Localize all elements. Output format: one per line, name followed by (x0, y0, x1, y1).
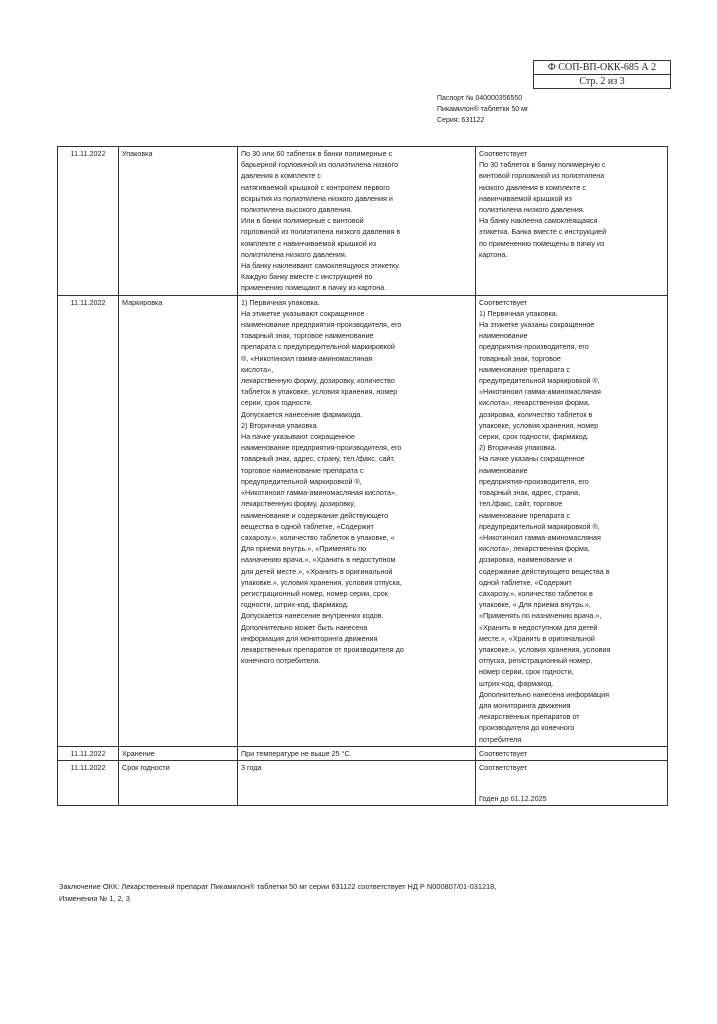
requirement-line: наименование предприятия-производителя, его (241, 443, 402, 453)
result-line: полиэтилена низкого давления. (479, 205, 585, 215)
requirement-line: По 30 или 60 таблеток в банки полимерные с (241, 149, 393, 158)
table-row (58, 746, 668, 760)
result-line: номер серии, срок годности, (479, 667, 574, 677)
result-line: предприятия-производителя, его (479, 476, 589, 486)
page-number: Стр. 2 из 3 (534, 74, 670, 88)
requirement-line: лекарственных препаратов от производителя до (241, 644, 404, 654)
result-line: дозировка, количество таблеток в (479, 409, 593, 419)
test-name: Упаковка (119, 147, 238, 296)
result-line: предприятия-производителя, его (479, 342, 589, 352)
result-line: одной таблетке, «Содержит (479, 577, 572, 587)
requirement-line: наименование предприятия-производителя, его (241, 320, 402, 330)
test-date: 11.11.2022 (58, 295, 119, 746)
test-date: 11.11.2022 (58, 760, 119, 805)
product-name: Пикамилон® таблетки 50 мг (437, 106, 529, 113)
result-line: товарный знак, адрес, страна, (479, 488, 581, 498)
test-name: Хранение (119, 746, 238, 760)
requirement-line: серии, срок годности. (241, 398, 313, 408)
requirement-line: вещества в одной таблетке, «Содержит (241, 521, 374, 531)
result-line: наименование (479, 331, 528, 341)
result-line: Соответствует (479, 748, 528, 758)
test-name: Маркировка (119, 295, 238, 746)
requirement-line: назначению врача.», «Хранить в недоступном (241, 555, 396, 565)
result-line: отпуска, регистрационный номер, (479, 656, 593, 666)
result-cell (476, 295, 668, 746)
requirement-line: натягиваемой крышкой с контролем первого (241, 182, 390, 192)
amendments: Изменения № 1, 2, 3 (59, 894, 130, 903)
result-line: предупредительной маркировкой ®, (479, 376, 600, 386)
requirement-line: Или в банки полимерные с винтовой (241, 216, 364, 226)
requirement-line: наименование и содержание действующего (241, 510, 389, 520)
quality-control-table (57, 146, 668, 806)
requirement-line: На этикетке указывают сокращенное (241, 308, 365, 318)
requirement-line: Допускается нанесение внутренних кодов. (241, 611, 384, 621)
result-line: потребителя. (479, 734, 524, 744)
result-line: На этикетке указаны сокращенное (479, 320, 595, 330)
result-line: серии, срок годности, фармакод. (479, 432, 589, 442)
result-line: производителя до конечного (479, 723, 575, 733)
result-line: штрих-код, фармакод. (479, 678, 554, 688)
result-line (479, 783, 664, 793)
result-line: «Никотиноил гамма-аминомасляная (479, 532, 601, 542)
requirement-line: 1) Первичная упаковка. (241, 297, 320, 307)
result-line: сахарозу.», количество таблеток в (479, 588, 593, 598)
result-line: упаковке.», условия хранения, условия (479, 644, 611, 654)
requirement-line: таблеток в упаковке, условия хранения, номер (241, 387, 398, 397)
requirement-cell (238, 760, 476, 805)
result-line: этикетка. Банка вместе с инструкцией (479, 227, 607, 237)
requirement-line: упаковке.», условия хранения, условия отпуска, (241, 577, 402, 587)
form-code-box (533, 60, 671, 89)
requirement-line: Для приема внутрь.», «Применять по (241, 544, 367, 554)
requirement-line: 3 года (241, 762, 262, 772)
requirement-line: для детей месте.», «Хранить в оригинальной (241, 566, 393, 576)
requirement-line: Допускается нанесение фармакода. (241, 409, 363, 419)
requirement-line: 2) Вторичная упаковка. (241, 420, 319, 430)
requirement-line: комплекте с навинчиваемой крышкой из (241, 238, 377, 248)
result-line: «Никотиноил гамма-аминомасляная (479, 387, 601, 397)
result-line: Соответствует (479, 149, 528, 158)
requirement-line: ®, «Никотиноил гамма-аминомасляная (241, 353, 373, 363)
result-line: картона. (479, 249, 508, 259)
result-line: товарный знак, торговое (479, 353, 561, 363)
result-cell (476, 760, 668, 805)
test-name: Срок годности (119, 760, 238, 805)
requirement-line: горловиной из полиэтилена низкого давления в (241, 227, 401, 237)
requirement-line: вскрытия из полиэтилена низкого давления и (241, 193, 393, 203)
requirement-line: лекарственную форму, дозировку, количество (241, 376, 395, 386)
result-line: «Хранить в недоступном для детей (479, 622, 598, 632)
requirement-line: торговое наименование препарата с (241, 465, 364, 475)
result-line: тел./факс, сайт, торговое (479, 499, 563, 509)
requirement-line: лекарственную форму, дозировку, (241, 499, 356, 509)
result-cell (476, 746, 668, 760)
result-line: По 30 таблеток в банку полимерную с (479, 160, 606, 170)
result-line: кислота», лекарственная форма, (479, 398, 590, 408)
result-line: наименование препарата с (479, 510, 571, 520)
result-line: 1) Первичная упаковка. (479, 308, 558, 318)
result-line: кислота», лекарственная форма, (479, 544, 590, 554)
requirement-cell (238, 746, 476, 760)
requirement-line: кислота», (241, 364, 274, 374)
result-line: наименование (479, 465, 528, 475)
result-line: по применению помещены в пачку из (479, 238, 605, 248)
result-line: «Применять по назначению врача.», (479, 611, 602, 621)
table-row (58, 760, 668, 805)
passport-block (437, 93, 528, 126)
requirement-line: годности, штрих-код, фармакод. (241, 600, 349, 610)
requirement-line: полиэтилена низкого давления. (241, 249, 347, 259)
result-line: Годен до 01.12.2025 (479, 794, 547, 804)
result-line: На пачке указаны сокращенное (479, 454, 585, 464)
conclusion (59, 881, 496, 905)
result-line: для мониторинга движения (479, 700, 571, 710)
result-cell (476, 147, 668, 296)
requirement-line: информация для мониторинга движения (241, 633, 378, 643)
result-line: Дополнительно нанесена информация (479, 689, 610, 699)
result-line: лекарственных препаратов от (479, 712, 580, 722)
result-line: месте.», «Хранить в оригинальной (479, 633, 595, 643)
requirement-line: «Никотиноил гамма-аминомасляная кислота», (241, 488, 397, 498)
requirement-line: товарный знак, торговое наименование (241, 331, 374, 341)
result-line: низкого давления в комплекте с (479, 182, 586, 192)
requirement-cell (238, 147, 476, 296)
requirement-line: На пачке указывают сокращенное (241, 432, 355, 442)
test-date: 11.11.2022 (58, 746, 119, 760)
requirement-line: давления в комплекте с (241, 171, 321, 181)
result-line (479, 773, 664, 783)
requirement-line: конечного потребителя. (241, 656, 321, 666)
result-line: упаковке, « Для приема внутрь.», (479, 600, 591, 610)
result-line: предупредительной маркировкой ®, (479, 521, 600, 531)
requirement-line: Каждую банку вместе с инструкцией по (241, 272, 373, 282)
result-line: 2) Вторичная упаковка. (479, 443, 557, 453)
requirement-line: товарный знак, адрес, страну, тел./факс, сайт, (241, 454, 395, 464)
batch-number: Серия: 631122 (437, 117, 485, 124)
result-line: Соответствует (479, 297, 528, 307)
result-line: дозировка, наименование и (479, 555, 573, 565)
passport-number: Паспорт № 040000356550 (437, 95, 523, 102)
result-line: На банку наклеена самоклеящаяся (479, 216, 598, 226)
requirement-line: При температуре не выше 25 °С. (241, 748, 352, 758)
requirement-line: На банку наклеивают самоклеящуюся этикетку. (241, 261, 401, 271)
table-row (58, 147, 668, 296)
requirement-line: препарата с предупредительной маркировкой (241, 342, 395, 352)
result-line: навинчиваемой крышкой из (479, 193, 572, 203)
result-line: упаковке, условия хранения, номер (479, 420, 599, 430)
requirement-cell (238, 295, 476, 746)
conclusion-text: Заключение ОКК: Лекарственный препарат Пикамилон® таблетки 50 мг серии 631122 соответствует НД Р N000807/01-031218, (59, 882, 497, 891)
requirement-line: предупредительной маркировкой ®, (241, 476, 362, 486)
form-code: Ф СОП-ВП-ОКК-685 А 2 (547, 62, 657, 73)
requirement-line: барьерной горловиной из полиэтилена низкого (241, 160, 399, 170)
test-date: 11.11.2022 (58, 147, 119, 296)
requirement-line: Дополнительно может быть нанесена (241, 622, 368, 632)
requirement-line: регистрационный номер, номер серии, срок (241, 588, 388, 598)
table-row (58, 295, 668, 746)
requirement-line: сахарозу.», количество таблеток в упаковке, « (241, 532, 395, 542)
result-line: винтовой горловиной из полиэтилена (479, 171, 605, 181)
result-line: содержание действующего вещества в (479, 566, 610, 576)
result-line: Соответствует (479, 762, 528, 772)
result-line: наименование препарата с (479, 364, 571, 374)
requirement-line: применению помещают в пачку из картона. (241, 283, 387, 293)
requirement-line: полиэтилена высокого давления. (241, 205, 353, 215)
